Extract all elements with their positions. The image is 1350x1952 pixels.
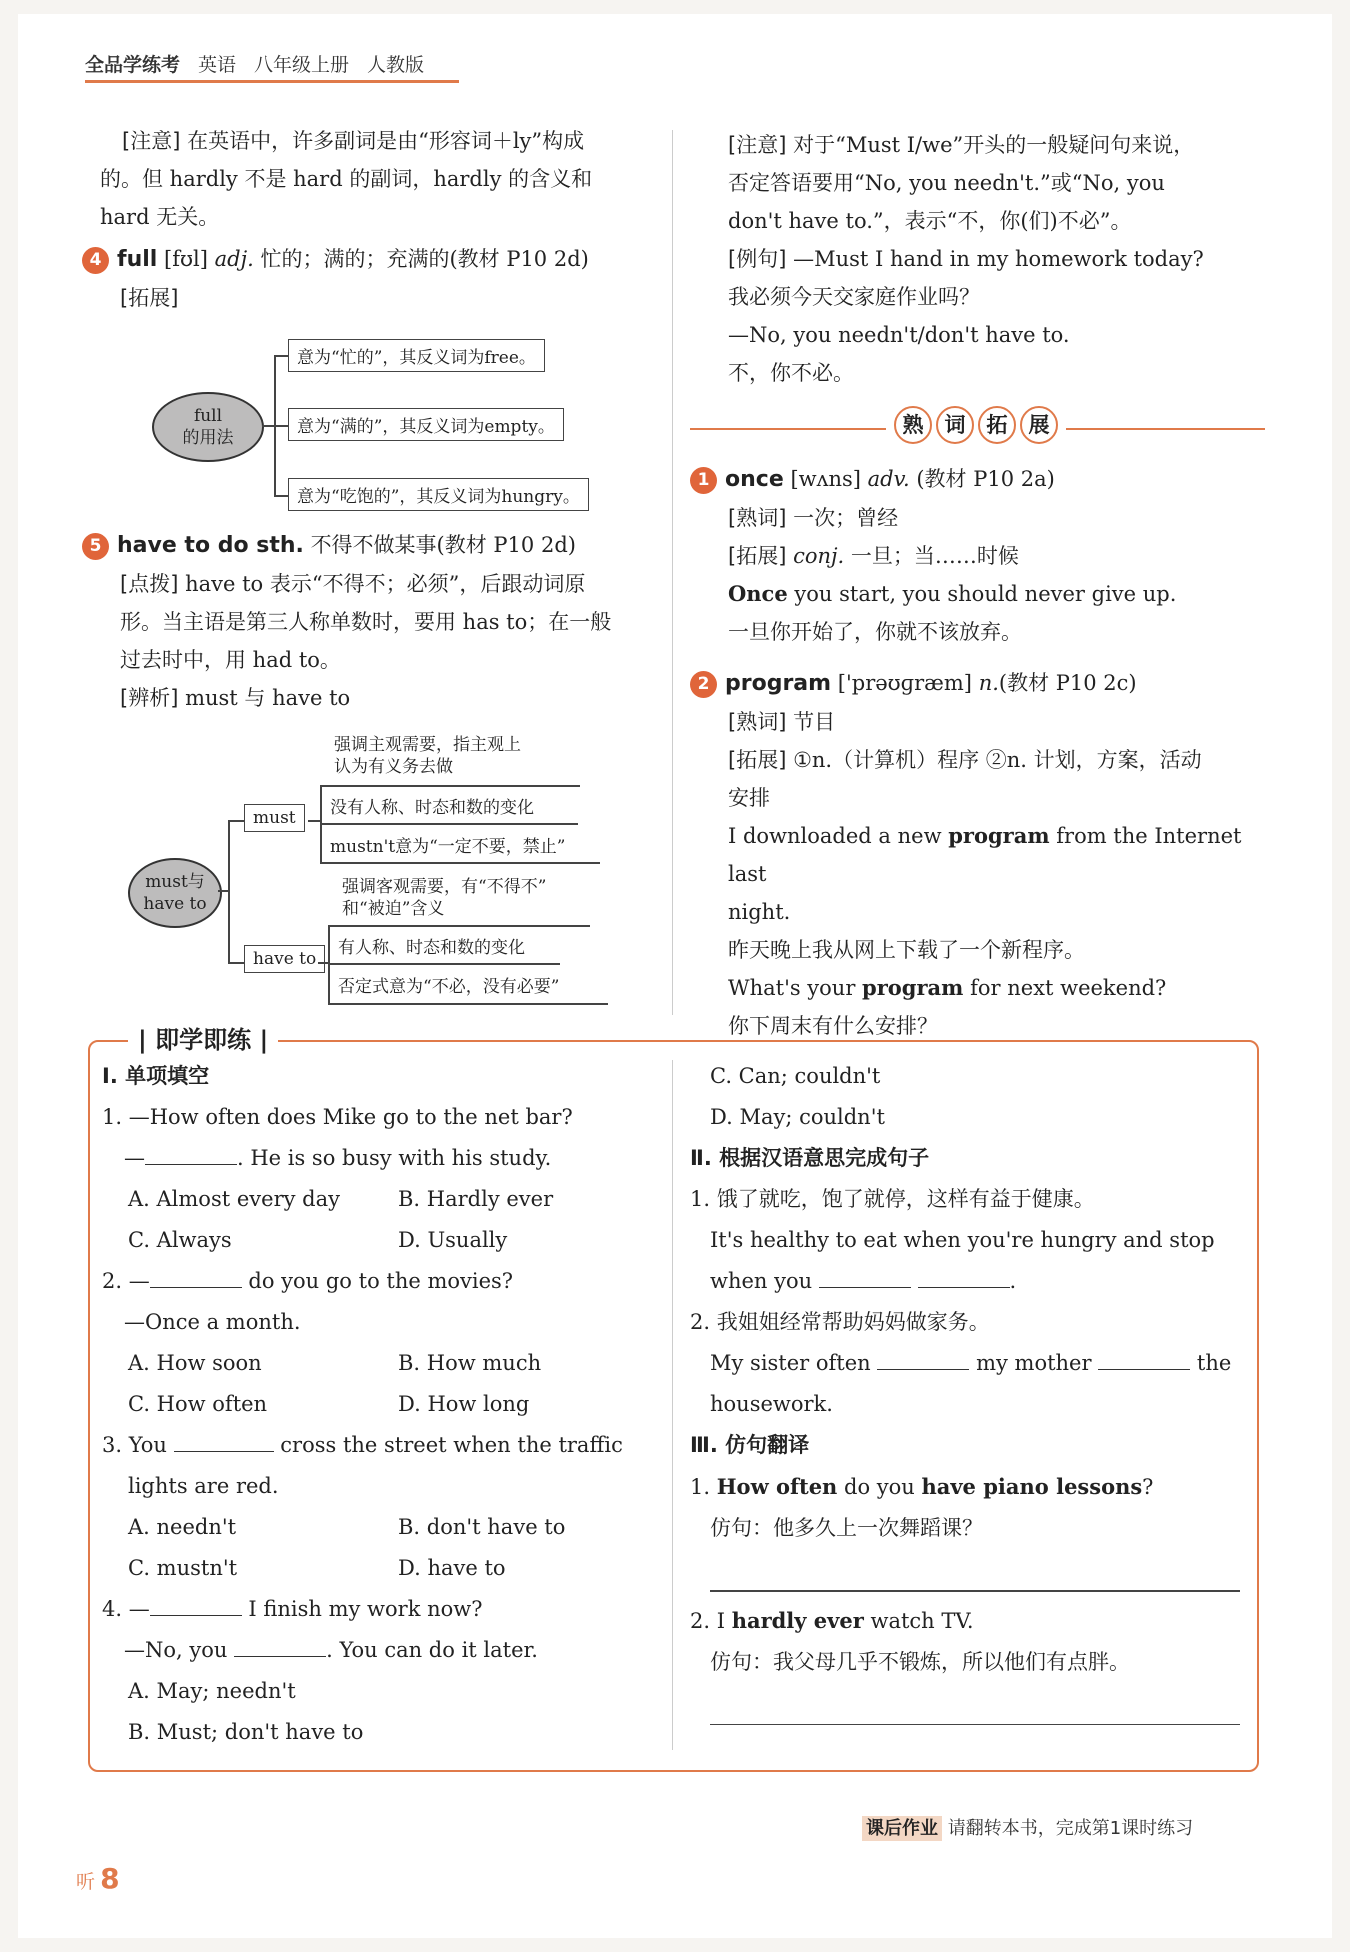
question-stem: lights are red. xyxy=(128,1474,279,1498)
question-stem: cross the street when the traffic xyxy=(273,1433,623,1457)
answer-blank[interactable] xyxy=(150,1269,242,1288)
expand-label: [拓展] xyxy=(120,286,179,310)
translation-sentence: It's healthy to eat when you're hungry and stop xyxy=(710,1228,1215,1252)
compare-text: must 与 have to xyxy=(185,686,351,710)
headword: program xyxy=(725,671,832,696)
option[interactable]: C. mustn't xyxy=(128,1556,238,1580)
underline xyxy=(328,1003,608,1005)
option[interactable]: B. Must; don't have to xyxy=(128,1720,364,1744)
example-line: —Must I hand in my homework today? xyxy=(793,247,1204,271)
full-meaning-box: 意为“满的”，其反义词为empty。 xyxy=(288,408,564,441)
note-label: [注意] xyxy=(728,133,787,157)
expand-label: [拓展] xyxy=(728,748,787,772)
left-note xyxy=(100,122,662,236)
source: (教材 P10 2c) xyxy=(998,671,1137,695)
example-translation: 你下周末有什么安排？ xyxy=(728,1014,938,1038)
header-grade: 八年级上册 xyxy=(254,54,350,76)
header-edition: 人教版 xyxy=(367,54,425,76)
tip-line: 形。当主语是第三人称单数时，要用 has to；在一般 xyxy=(120,610,612,634)
example-keyword: Once xyxy=(728,581,788,606)
must-haveto-oval xyxy=(128,858,222,928)
phonetic: ['prəʊɡræm] xyxy=(837,671,973,695)
item-have-to xyxy=(82,526,672,717)
full-meaning-box: 意为“吃饱的”，其反义词为hungry。 xyxy=(288,478,589,511)
practice-left: Ⅰ. 单项填空 1. —How often does Mike go to the net bar? — . He is so busy with his study. A. Almost every day B. Hardly ever C. Always D. Usually 2. — do you go to the movies? —Once a month. A. How soon B. How much C. How often D. How long 3. You cross the street when the traffic lights are red. A. needn't B. don't have to C. mustn't D. have to 4. — I finish my work now? —No, you . You can do it later. A. May; needn't B. Must; don't have to xyxy=(102,1056,662,1753)
expand-meaning: 安排 xyxy=(728,786,770,810)
note-line: 在英语中，许多副词是由“形容词＋ly”构成 xyxy=(187,129,585,153)
section-char: 展 xyxy=(1020,406,1058,444)
source: (教材 P10 2a) xyxy=(916,467,1055,491)
answer-blank[interactable] xyxy=(918,1269,1010,1288)
full-usage-oval xyxy=(152,392,264,462)
expand-meaning: ①n.（计算机）程序 ②n. 计划，方案，活动 xyxy=(793,748,1202,772)
option[interactable]: B. don't have to xyxy=(398,1515,566,1539)
option[interactable]: A. How soon xyxy=(128,1351,262,1375)
note-line: 对于“Must I/we”开头的一般疑问句来说， xyxy=(793,133,1195,157)
note-line: hard 无关。 xyxy=(100,205,220,229)
option[interactable]: B. How much xyxy=(398,1351,542,1375)
imitation-prompt: 仿句：他多久上一次舞蹈课？ xyxy=(710,1516,983,1540)
example-line: 我必须今天交家庭作业吗？ xyxy=(728,285,980,309)
item-full xyxy=(82,240,672,317)
homework-label: 课后作业 xyxy=(862,1816,942,1841)
part-of-speech: adj. xyxy=(214,247,254,271)
answer-blank[interactable] xyxy=(1098,1351,1190,1370)
item-number: 5 xyxy=(82,533,109,560)
note-label: [注意] xyxy=(122,129,181,153)
haveto-box: have to xyxy=(244,945,325,973)
familiar-label: [熟词] xyxy=(728,710,787,734)
phonetic: [wʌns] xyxy=(790,467,861,491)
haveto-item: 有人称、时态和数的变化 xyxy=(338,938,525,958)
section-char: 拓 xyxy=(978,406,1016,444)
bracket-line xyxy=(274,495,288,497)
example-keyword: program xyxy=(862,975,964,1000)
part-of-speech: conj. xyxy=(793,544,845,568)
answer-blank[interactable] xyxy=(174,1433,274,1452)
homework-note xyxy=(862,1814,1193,1840)
option[interactable]: A. Almost every day xyxy=(128,1187,340,1211)
familiar-label: [熟词] xyxy=(728,506,787,530)
option[interactable]: B. Hardly ever xyxy=(398,1187,554,1211)
section-char: 词 xyxy=(936,406,974,444)
option[interactable]: D. Usually xyxy=(398,1228,508,1252)
example-line: 不，你不必。 xyxy=(728,361,854,385)
oval-text: have to xyxy=(143,894,207,914)
practice-right: C. Can; couldn't D. May; couldn't Ⅱ. 根据汉语意思完成句子 1. 饿了就吃，饱了就停，这样有益于健康。 It's healthy to eat when you're hungry and stop when you . 2. 我姐姐经常帮助妈妈做家务。 My sister often my mother the housework. Ⅲ. 仿句翻译 1. How often do you have piano lessons? 仿句：他多久上一次舞蹈课？ 2. I hardly ever watch TV. 仿句：我父母几乎不锻炼，所以他们有点胖。 xyxy=(690,1056,1250,1725)
item-number: 4 xyxy=(82,247,109,274)
example-line: —No, you needn't/don't have to. xyxy=(728,323,1070,347)
underline xyxy=(328,963,560,965)
bracket-line xyxy=(308,820,321,822)
question-stem: 1. —How often does Mike go to the net bar? xyxy=(102,1105,573,1129)
option[interactable]: C. Always xyxy=(128,1228,232,1252)
translation-sentence: housework. xyxy=(710,1392,833,1416)
familiar-meaning: 一次；曾经 xyxy=(793,506,899,530)
answer-line[interactable] xyxy=(710,1724,1240,1726)
right-note xyxy=(728,126,1278,392)
header-book: 全品学练考 xyxy=(85,54,181,76)
expand-meaning: 一旦；当……时候 xyxy=(850,544,1019,568)
example-text: you start, you should never give up. xyxy=(787,582,1177,606)
note-line: don't have to.”，表示“不，你(们)不必”。 xyxy=(728,209,1132,233)
translation-prompt: 2. 我姐姐经常帮助妈妈做家务。 xyxy=(690,1310,990,1334)
option[interactable]: C. How often xyxy=(128,1392,268,1416)
haveto-item: 否定式意为“不必，没有必要” xyxy=(338,977,560,997)
example-translation: 昨天晚上我从网上下载了一个新程序。 xyxy=(728,938,1085,962)
header-subject: 英语 xyxy=(198,54,237,76)
section-heading: Ⅲ. 仿句翻译 xyxy=(690,1433,810,1457)
bracket-line xyxy=(274,355,288,357)
item-number: 1 xyxy=(690,467,717,494)
question-answer: —Once a month. xyxy=(124,1310,301,1334)
column-divider xyxy=(672,130,673,1015)
underline xyxy=(328,925,590,927)
underline xyxy=(320,823,578,825)
option[interactable]: C. Can; couldn't xyxy=(710,1064,881,1088)
answer-blank[interactable] xyxy=(877,1351,969,1370)
item-number: 2 xyxy=(690,671,717,698)
page-header xyxy=(85,50,442,77)
answer-blank[interactable] xyxy=(145,1146,237,1165)
definition: 忙的；满的；充满的(教材 P10 2d) xyxy=(260,247,589,271)
question-stem: I finish my work now? xyxy=(241,1597,483,1621)
must-box: must xyxy=(244,804,305,832)
page-number-prefix: 听 xyxy=(76,1871,96,1893)
tip-label: [点拨] xyxy=(120,572,179,596)
phonetic: [fʊl] xyxy=(164,247,208,271)
bracket-line xyxy=(274,425,288,427)
must-item: 强调主观需要，指主观上 认为有义务去做 xyxy=(334,735,521,777)
note-line: 否定答语要用“No, you needn't.”或“No, you xyxy=(728,171,1165,195)
headword: full xyxy=(117,247,158,272)
translation-prompt: 1. 饿了就吃，饱了就停，这样有益于健康。 xyxy=(690,1187,1095,1211)
example-translation: 一旦你开始了，你就不该放弃。 xyxy=(728,620,1022,644)
option[interactable]: A. May; needn't xyxy=(128,1679,296,1703)
example-text: night. xyxy=(728,900,791,924)
page-number xyxy=(76,1862,120,1895)
keyword: hardly ever xyxy=(731,1607,864,1633)
question-stem: do you go to the movies? xyxy=(241,1269,514,1293)
imitation-prompt: 仿句：我父母几乎不锻炼，所以他们有点胖。 xyxy=(710,1649,1130,1674)
section-heading: Ⅰ. 单项填空 xyxy=(102,1064,210,1088)
option[interactable]: D. May; couldn't xyxy=(710,1105,885,1129)
haveto-item: 强调客观需要，有“不得不” 和“被迫”含义 xyxy=(342,877,547,919)
practice-title-text: 即学即练 xyxy=(155,1026,252,1054)
oval-text: full xyxy=(193,406,223,426)
compare-label: [辨析] xyxy=(120,686,179,710)
answer-blank[interactable] xyxy=(150,1597,242,1616)
answer-blank[interactable] xyxy=(819,1269,911,1288)
practice-title: | 即学即练 | xyxy=(128,1020,278,1055)
option[interactable]: A. needn't xyxy=(128,1515,237,1539)
oval-text: must与 xyxy=(145,872,205,892)
option[interactable]: D. How long xyxy=(398,1392,530,1416)
full-meaning-box: 意为“忙的”，其反义词为free。 xyxy=(288,339,545,372)
bracket-line xyxy=(228,820,244,822)
keyword: have piano lessons xyxy=(921,1474,1143,1499)
underline xyxy=(320,862,600,864)
homework-text: 请翻转本书，完成第1课时练习 xyxy=(947,1818,1194,1839)
oval-text: 的用法 xyxy=(182,428,234,448)
expand-label: [拓展] xyxy=(728,544,787,568)
section-char: 熟 xyxy=(894,406,932,444)
practice-divider xyxy=(672,1060,673,1750)
answer-blank[interactable] xyxy=(234,1638,326,1657)
example-label: [例句] xyxy=(728,247,787,271)
bracket-line xyxy=(218,890,229,892)
definition: 不得不做某事(教材 P10 2d) xyxy=(310,533,576,557)
page-number-value: 8 xyxy=(100,1862,120,1895)
tip-line: have to 表示“不得不；必须”，后跟动词原 xyxy=(185,572,586,596)
part-of-speech: n. xyxy=(978,671,999,695)
section-heading: Ⅱ. 根据汉语意思完成句子 xyxy=(690,1146,930,1170)
item-program: 2 program ['prəʊɡræm] n.(教材 P10 2c) [熟词] 节目 [拓展] ①n.（计算机）程序 ②n. 计划，方案，活动 安排 I downloaded a new program from the Internet last night. 昨天晚上我从网上下载了一个新程序。 What's your program for next weekend? 你下周末有什么安排？ xyxy=(690,664,1280,1045)
answer-line[interactable] xyxy=(710,1590,1240,1592)
bracket-line xyxy=(228,962,244,964)
option[interactable]: D. have to xyxy=(398,1556,506,1580)
headword: once xyxy=(725,467,784,492)
tip-line: 过去时中，用 had to。 xyxy=(120,648,341,672)
familiar-meaning: 节目 xyxy=(793,710,836,734)
part-of-speech: adv. xyxy=(867,467,910,491)
item-once xyxy=(690,460,1280,651)
example-keyword: program xyxy=(948,823,1050,848)
note-line: 的。但 hardly 不是 hard 的副词，hardly 的含义和 xyxy=(100,167,593,191)
underline xyxy=(320,785,580,787)
header-underline xyxy=(85,80,459,83)
section-title-familiar-words xyxy=(886,406,1066,444)
must-item: mustn't意为“一定不要，禁止” xyxy=(330,837,566,857)
headword: have to do sth. xyxy=(117,533,304,558)
must-item: 没有人称、时态和数的变化 xyxy=(330,798,534,818)
keyword: How often xyxy=(716,1474,838,1499)
